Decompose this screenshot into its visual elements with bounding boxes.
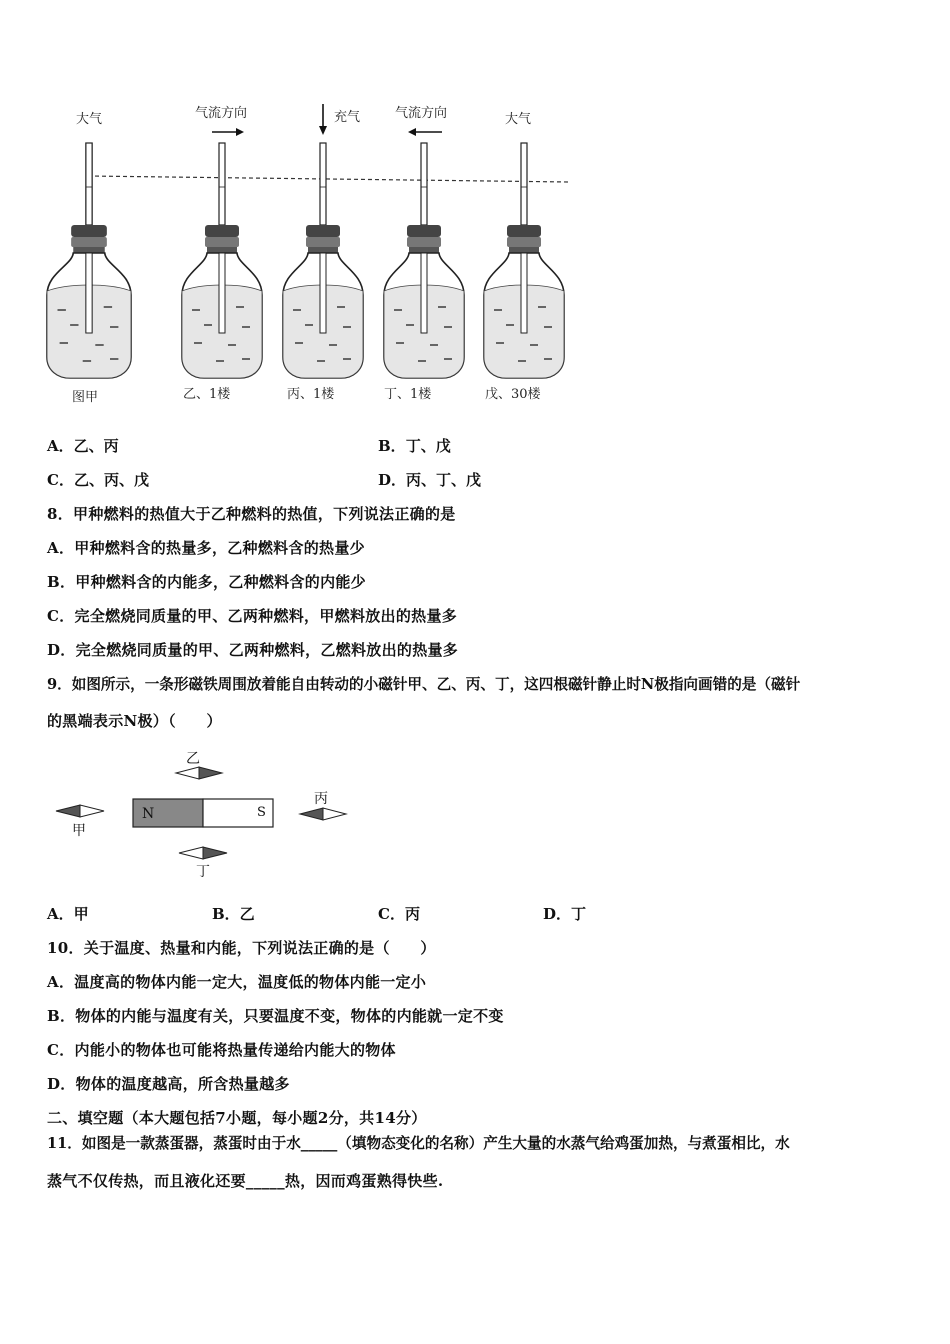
bottle-jia [47,143,131,378]
q10-option-d: D．物体的温度越高，所含热量越多 [47,1075,290,1093]
top-label-1: 大气 [76,112,103,127]
bottom-label-3: 丙、1楼 [287,387,335,402]
needle-yi-label: 乙 [186,751,200,767]
q9-option-a: A．甲 [47,905,89,923]
q10-option-c: C．内能小的物体也可能将热量传递给内能大的物体 [47,1041,396,1059]
q8-option-a: A．甲种燃料含的热量多，乙种燃料含的热量少 [47,539,365,557]
needle-bing-label: 丙 [314,791,328,807]
q9-stem-line2: 的黑端表示N极）（ ） [47,712,222,730]
magnet-s-label: S [257,805,266,820]
needle-bing [300,791,346,820]
q10-option-b: B．物体的内能与温度有关，只要温度不变，物体的内能就一定不变 [47,1007,504,1025]
needle-ding-label: 丁 [196,864,210,880]
bar-magnet [133,799,273,827]
top-label-2: 气流方向 [195,106,248,121]
bottom-label-1: 图甲 [72,390,99,405]
q9-option-b: B．乙 [212,905,255,923]
magnet-figure [40,740,370,885]
q7-option-b: B．丁、戊 [378,437,451,455]
water-column-reference-line [88,176,570,182]
q10-option-a: A．温度高的物体内能一定大，温度低的物体内能一定小 [47,973,427,991]
top-label-4: 气流方向 [395,106,448,121]
q11-line2: 蒸气不仅传热，而且液化还要_____热，因而鸡蛋熟得快些. [47,1172,444,1190]
q11-line1: 11．如图是一款蒸蛋器，蒸蛋时由于水_____（填物态变化的名称）产生大量的水蒸气给鸡蛋加热，与煮蛋相比，水 [47,1135,790,1152]
q8-option-c: C．完全燃烧同质量的甲、乙两种燃料，甲燃料放出的热量多 [47,607,458,625]
q9-stem-line1: 9．如图所示，一条形磁铁周围放着能自由转动的小磁针甲、乙、丙、丁，这四根磁针静止时N极指向画错的是（磁针 [47,676,801,693]
top-label-3: 充气 [334,110,361,125]
arrow-left-icon [408,128,442,136]
q7-option-c: C．乙、丙、戊 [47,471,149,489]
arrow-down-icon [319,104,327,135]
bottom-label-2: 乙、1楼 [183,387,231,402]
q9-option-c: C．丙 [378,905,420,923]
q8-stem: 8．甲种燃料的热值大于乙种燃料的热值，下列说法正确的是 [47,505,456,523]
q9-option-d: D．丁 [543,905,587,923]
bottles-figure [0,95,600,410]
q10-stem: 10．关于温度、热量和内能，下列说法正确的是（ ） [47,939,436,957]
needle-ding [179,847,227,880]
needle-jia-label: 甲 [72,823,86,839]
needle-yi [176,751,222,779]
q8-option-d: D．完全燃烧同质量的甲、乙两种燃料，乙燃料放出的热量多 [47,641,459,659]
bottle-wu [484,143,564,378]
needle-jia [56,805,104,839]
magnet-n-label: N [142,806,155,822]
top-label-5: 大气 [505,112,532,127]
section2-heading: 二、填空题（本大题包括7小题，每小题2分，共14分） [47,1109,427,1127]
q8-option-b: B．甲种燃料含的内能多，乙种燃料含的内能少 [47,573,366,591]
bottom-label-5: 戊、30楼 [485,387,541,402]
q7-option-a: A．乙、丙 [47,437,119,455]
bottom-label-4: 丁、1楼 [384,387,432,402]
arrow-right-icon [212,128,244,136]
bottle-bing [283,143,363,378]
q7-option-d: D．丙、丁、戊 [378,471,482,489]
bottle-ding [384,143,464,378]
